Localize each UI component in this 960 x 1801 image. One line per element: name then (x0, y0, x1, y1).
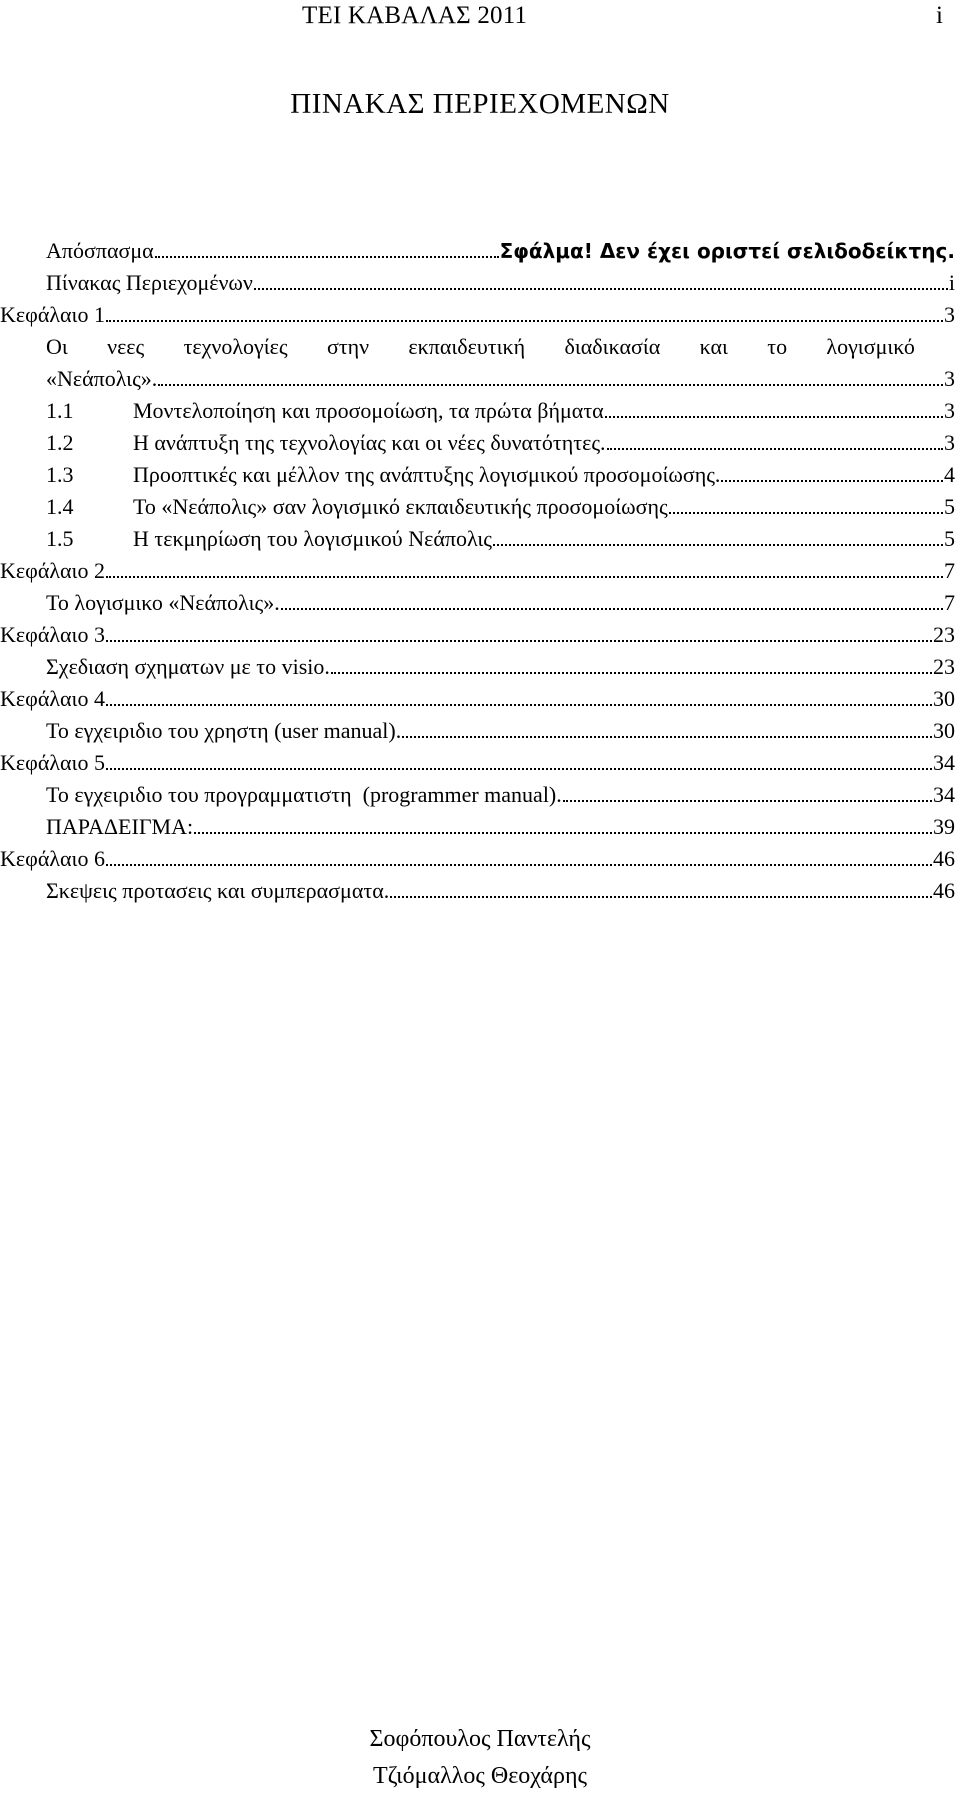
toc-entry-title: ΠΑΡΑΔΕΙΓΜΑ: (46, 814, 194, 839)
toc-entry[interactable] (0, 648, 960, 680)
toc-entry-page: 7 (944, 590, 955, 615)
toc-entry-title-continued: «Νεάπολις». (46, 366, 158, 391)
dot-leader (106, 704, 932, 706)
toc-entry-title: Κεφάλαιο 4 (0, 686, 105, 711)
header-title: ΤΕΙ ΚΑΒΑΛΑΣ 2011 (302, 2, 528, 29)
toc-entry-title: Το εγχειριδιο του χρηστη (user manual). (46, 718, 402, 743)
toc-entry-title: Πίνακας Περιεχομένων (46, 270, 253, 295)
toc-entry-page: 46 (933, 846, 955, 871)
toc-entry-page: 30 (933, 718, 955, 743)
dot-leader (281, 608, 943, 610)
toc-entry[interactable] (0, 328, 960, 360)
dot-leader (607, 448, 943, 450)
toc-entry-title: Το εγχειριδιο του προγραμματιστη (programmer manual). (46, 782, 562, 807)
dot-leader (106, 640, 932, 642)
dot-leader (106, 864, 932, 866)
toc-entry-page: 5 (944, 494, 955, 519)
toc-entry-page: 3 (944, 398, 955, 423)
toc-entry[interactable] (0, 744, 960, 776)
toc-entry[interactable] (0, 552, 960, 584)
toc-entry-title: Μοντελοποίηση και προσομοίωση, τα πρώτα βήματα (133, 398, 604, 423)
dot-leader (254, 288, 948, 290)
toc-entry-title: Κεφάλαιο 3 (0, 622, 105, 647)
toc-entry-title: Κεφάλαιο 6 (0, 846, 105, 871)
toc-entry[interactable] (0, 584, 960, 616)
dot-leader (158, 384, 943, 386)
toc-entry[interactable] (0, 232, 960, 264)
dot-leader (106, 576, 943, 578)
footer-author-2: Τζιόμαλλος Θεοχάρης (373, 1763, 587, 1789)
toc-entry-title: Κεφάλαιο 2 (0, 558, 105, 583)
toc-entry-page: 39 (933, 814, 955, 839)
toc-entry-number: 1.1 (46, 398, 74, 423)
toc-entry-page: 30 (933, 686, 955, 711)
toc-entry[interactable] (0, 616, 960, 648)
toc-entry-page: Σφάλμα! Δεν έχει οριστεί σελιδοδείκτης. (499, 239, 955, 263)
toc-entry[interactable] (0, 872, 960, 904)
toc-entry-page: 3 (944, 302, 955, 327)
toc-entry-number: 1.5 (46, 526, 74, 551)
toc-entry-page: 5 (944, 526, 955, 551)
toc-entry[interactable] (0, 776, 960, 808)
toc-entry-title: Σχεδιαση σχηματων με το visio. (46, 654, 330, 679)
dot-leader (106, 768, 932, 770)
toc-entry[interactable] (0, 424, 960, 456)
dot-leader (493, 544, 943, 546)
table-of-contents (0, 232, 960, 904)
header-page-number: i (936, 2, 943, 29)
toc-entry-page: 34 (933, 782, 955, 807)
toc-entry[interactable] (0, 392, 960, 424)
toc-entry-page: 23 (933, 622, 955, 647)
toc-entry-title: Η τεκμηρίωση του λογισμικού Νεάπολις (133, 526, 492, 551)
toc-heading: ΠΙΝΑΚΑΣ ΠΕΡΙΕΧΟΜΕΝΩΝ (290, 88, 670, 120)
toc-entry-title: Απόσπασμα (46, 238, 154, 263)
toc-entry-page: 3 (944, 366, 955, 391)
toc-entry-title: Προοπτικές και μέλλον της ανάπτυξης λογισμικού προσομοίωσης. (133, 462, 721, 487)
toc-entry[interactable] (0, 488, 960, 520)
footer-author-1: Σοφόπουλος Παντελής (369, 1726, 591, 1752)
toc-entry-title: Το «Νεάπολις» σαν λογισμικό εκπαιδευτικής προσομοίωσης (133, 494, 668, 519)
toc-entry-page: 4 (944, 462, 955, 487)
toc-entry[interactable] (0, 296, 960, 328)
toc-entry-page: i (948, 270, 955, 295)
toc-entry-title: Η ανάπτυξη της τεχνολογίας και οι νέες δυνατότητες. (133, 430, 606, 455)
toc-entry-number: 1.4 (46, 494, 74, 519)
dot-leader (563, 800, 932, 802)
toc-entry[interactable] (0, 520, 960, 552)
toc-entry[interactable] (0, 264, 960, 296)
dot-leader (331, 672, 932, 674)
toc-entry-title: Σκεψεις προτασεις και συμπερασματα. (46, 878, 390, 903)
toc-entry-number: 1.2 (46, 430, 74, 455)
dot-leader (402, 736, 932, 738)
toc-entry-page: 46 (933, 878, 955, 903)
toc-entry-title: Οι νεες τεχνολογίες στην εκπαιδευτική διαδικασία και το λογισμικό (46, 334, 915, 359)
dot-leader (721, 480, 943, 482)
toc-entry-continuation[interactable] (0, 360, 960, 392)
dot-leader (194, 832, 932, 834)
dot-leader (669, 512, 943, 514)
toc-entry[interactable] (0, 680, 960, 712)
toc-entry-page: 3 (944, 430, 955, 455)
toc-entry[interactable] (0, 840, 960, 872)
toc-entry-title: Το λογισμικο «Νεάπολις». (46, 590, 280, 615)
toc-entry[interactable] (0, 456, 960, 488)
toc-entry-number: 1.3 (46, 462, 74, 487)
toc-entry-page: 23 (933, 654, 955, 679)
toc-entry-title: Κεφάλαιο 1 (0, 302, 105, 327)
dot-leader (605, 416, 943, 418)
toc-entry[interactable] (0, 808, 960, 840)
dot-leader (155, 256, 499, 258)
toc-entry-page: 7 (944, 558, 955, 583)
dot-leader (390, 896, 932, 898)
toc-entry[interactable] (0, 712, 960, 744)
dot-leader (106, 320, 943, 322)
toc-entry-page: 34 (933, 750, 955, 775)
toc-entry-title: Κεφάλαιο 5 (0, 750, 105, 775)
